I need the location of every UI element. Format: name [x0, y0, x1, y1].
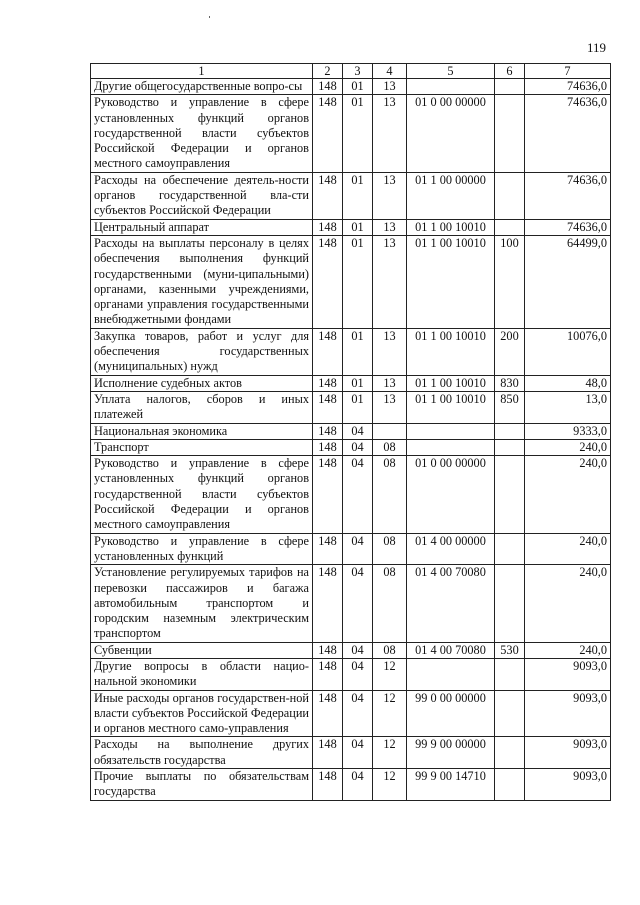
table-row	[91, 456, 611, 533]
row-name: Руководство и управление в сфере установленных функций	[91, 533, 313, 565]
table-row	[91, 439, 611, 455]
row-code-section: 01	[343, 328, 373, 375]
row-code-section: 04	[343, 642, 373, 658]
row-code-expense-type	[495, 737, 525, 769]
row-code-target	[407, 423, 495, 439]
row-code-expense-type: 200	[495, 328, 525, 375]
row-code-subsection: 08	[373, 533, 407, 565]
row-code-ministry: 148	[313, 533, 343, 565]
row-code-target: 01 1 00 00000	[407, 172, 495, 219]
table-row	[91, 375, 611, 391]
row-code-target: 01 0 00 00000	[407, 456, 495, 533]
column-header-3: 3	[343, 64, 373, 79]
row-code-expense-type	[495, 533, 525, 565]
row-code-expense-type	[495, 690, 525, 737]
row-name: Другие общегосударственные вопро-сы	[91, 79, 313, 95]
row-code-expense-type	[495, 565, 525, 642]
row-amount: 13,0	[525, 391, 611, 423]
row-code-target: 01 4 00 70080	[407, 642, 495, 658]
row-code-target	[407, 658, 495, 690]
row-amount: 9093,0	[525, 737, 611, 769]
row-code-ministry: 148	[313, 642, 343, 658]
row-code-subsection: 13	[373, 391, 407, 423]
row-code-subsection: 12	[373, 658, 407, 690]
row-code-subsection: 13	[373, 172, 407, 219]
row-amount: 240,0	[525, 456, 611, 533]
row-code-ministry: 148	[313, 375, 343, 391]
row-amount: 9333,0	[525, 423, 611, 439]
row-name: Исполнение судебных актов	[91, 375, 313, 391]
row-amount: 64499,0	[525, 235, 611, 328]
budget-table	[90, 63, 611, 801]
row-code-section: 04	[343, 737, 373, 769]
row-code-section: 01	[343, 375, 373, 391]
row-code-subsection: 08	[373, 456, 407, 533]
row-name: Субвенции	[91, 642, 313, 658]
row-code-section: 04	[343, 690, 373, 737]
column-header-7: 7	[525, 64, 611, 79]
row-code-section: 01	[343, 219, 373, 235]
row-code-expense-type	[495, 95, 525, 172]
row-amount: 9093,0	[525, 690, 611, 737]
row-amount: 74636,0	[525, 79, 611, 95]
row-code-target: 01 1 00 10010	[407, 375, 495, 391]
table-row	[91, 658, 611, 690]
row-code-expense-type	[495, 456, 525, 533]
row-name: Другие вопросы в области нацио-нальной экономики	[91, 658, 313, 690]
row-name: Закупка товаров, работ и услуг для обеспечения государственных (муниципальных) нужд	[91, 328, 313, 375]
row-amount: 240,0	[525, 565, 611, 642]
row-code-target: 99 9 00 14710	[407, 769, 495, 801]
row-name: Расходы на выполнение других обязательств государства	[91, 737, 313, 769]
row-code-subsection: 13	[373, 375, 407, 391]
table-row	[91, 328, 611, 375]
row-code-ministry: 148	[313, 737, 343, 769]
row-code-section: 01	[343, 235, 373, 328]
row-amount: 10076,0	[525, 328, 611, 375]
row-code-expense-type	[495, 439, 525, 455]
row-code-ministry: 148	[313, 235, 343, 328]
table-row	[91, 95, 611, 172]
row-name: Национальная экономика	[91, 423, 313, 439]
column-header-1: 1	[91, 64, 313, 79]
row-code-ministry: 148	[313, 456, 343, 533]
row-code-ministry: 148	[313, 423, 343, 439]
row-code-expense-type: 850	[495, 391, 525, 423]
row-code-expense-type	[495, 219, 525, 235]
row-name: Расходы на обеспечение деятель-ности органов государственной вла-сти субъектов Российской Федерации	[91, 172, 313, 219]
row-code-ministry: 148	[313, 565, 343, 642]
row-code-subsection	[373, 423, 407, 439]
row-code-target: 01 1 00 10010	[407, 328, 495, 375]
table-row	[91, 423, 611, 439]
row-code-section: 04	[343, 533, 373, 565]
row-code-subsection: 08	[373, 642, 407, 658]
table-row	[91, 391, 611, 423]
row-code-subsection: 12	[373, 769, 407, 801]
column-header-2: 2	[313, 64, 343, 79]
row-code-expense-type	[495, 769, 525, 801]
row-code-section: 04	[343, 439, 373, 455]
row-code-target	[407, 439, 495, 455]
table-header-row	[91, 64, 611, 79]
row-code-subsection: 13	[373, 79, 407, 95]
row-code-expense-type: 530	[495, 642, 525, 658]
row-code-subsection: 13	[373, 219, 407, 235]
row-code-ministry: 148	[313, 328, 343, 375]
row-code-subsection: 08	[373, 565, 407, 642]
row-name: Транспорт	[91, 439, 313, 455]
row-code-section: 01	[343, 391, 373, 423]
row-code-target: 01 1 00 10010	[407, 391, 495, 423]
row-amount: 240,0	[525, 533, 611, 565]
row-code-subsection: 13	[373, 235, 407, 328]
table-body	[91, 79, 611, 801]
row-code-section: 04	[343, 423, 373, 439]
row-code-ministry: 148	[313, 391, 343, 423]
row-code-section: 04	[343, 456, 373, 533]
row-code-expense-type	[495, 423, 525, 439]
row-code-ministry: 148	[313, 95, 343, 172]
row-code-expense-type	[495, 172, 525, 219]
row-code-section: 01	[343, 172, 373, 219]
row-code-section: 04	[343, 658, 373, 690]
row-code-subsection: 12	[373, 690, 407, 737]
column-header-6: 6	[495, 64, 525, 79]
row-code-expense-type	[495, 79, 525, 95]
table-row	[91, 219, 611, 235]
row-code-target: 01 4 00 00000	[407, 533, 495, 565]
row-amount: 74636,0	[525, 95, 611, 172]
column-header-5: 5	[407, 64, 495, 79]
row-code-target: 01 4 00 70080	[407, 565, 495, 642]
table-row	[91, 235, 611, 328]
table-row	[91, 690, 611, 737]
row-name: Установление регулируемых тарифов на перевозки пассажиров и багажа автомобильным транспортом и городским наземным электрическим транспортом	[91, 565, 313, 642]
row-code-section: 01	[343, 95, 373, 172]
row-code-ministry: 148	[313, 439, 343, 455]
row-code-target: 99 0 00 00000	[407, 690, 495, 737]
row-name: Уплата налогов, сборов и иных платежей	[91, 391, 313, 423]
row-code-expense-type: 100	[495, 235, 525, 328]
row-amount: 240,0	[525, 642, 611, 658]
row-code-ministry: 148	[313, 172, 343, 219]
row-amount: 9093,0	[525, 769, 611, 801]
page-number: 119	[586, 40, 606, 55]
table-row	[91, 769, 611, 801]
row-code-ministry: 148	[313, 690, 343, 737]
row-name: Руководство и управление в сфере установленных функций органов государственной власти субъектов Российской Федерации и органов местного самоуправления	[91, 456, 313, 533]
row-code-subsection: 12	[373, 737, 407, 769]
row-name: Иные расходы органов государствен-ной власти субъектов Российской Федерации и органов местного само-управления	[91, 690, 313, 737]
row-name: Расходы на выплаты персоналу в целях обеспечения выполнения функций государственными (муни-ципальными) органами, казенными учреждениями, органами управления государственными внебюджетными фондами	[91, 235, 313, 328]
row-code-section: 04	[343, 769, 373, 801]
row-name: Прочие выплаты по обязательствам государства	[91, 769, 313, 801]
row-code-target: 01 1 00 10010	[407, 219, 495, 235]
row-code-subsection: 13	[373, 95, 407, 172]
table-row	[91, 79, 611, 95]
row-code-ministry: 148	[313, 219, 343, 235]
column-header-4: 4	[373, 64, 407, 79]
row-code-expense-type	[495, 658, 525, 690]
row-code-section: 04	[343, 565, 373, 642]
row-code-section: 01	[343, 79, 373, 95]
row-code-subsection: 13	[373, 328, 407, 375]
row-code-ministry: 148	[313, 79, 343, 95]
row-amount: 9093,0	[525, 658, 611, 690]
row-code-target: 01 1 00 10010	[407, 235, 495, 328]
row-code-subsection: 08	[373, 439, 407, 455]
row-amount: 74636,0	[525, 172, 611, 219]
table-row	[91, 565, 611, 642]
table-row	[91, 737, 611, 769]
row-code-ministry: 148	[313, 658, 343, 690]
table-row	[91, 642, 611, 658]
row-code-target	[407, 79, 495, 95]
row-name: Руководство и управление в сфере установленных функций органов государственной власти субъектов Российской Федерации и органов местного самоуправления	[91, 95, 313, 172]
row-amount: 240,0	[525, 439, 611, 455]
row-code-target: 01 0 00 00000	[407, 95, 495, 172]
row-code-target: 99 9 00 00000	[407, 737, 495, 769]
row-amount: 48,0	[525, 375, 611, 391]
table-row	[91, 172, 611, 219]
row-amount: 74636,0	[525, 219, 611, 235]
table-row	[91, 533, 611, 565]
scan-speck	[209, 16, 210, 18]
row-code-ministry: 148	[313, 769, 343, 801]
row-code-expense-type: 830	[495, 375, 525, 391]
row-name: Центральный аппарат	[91, 219, 313, 235]
